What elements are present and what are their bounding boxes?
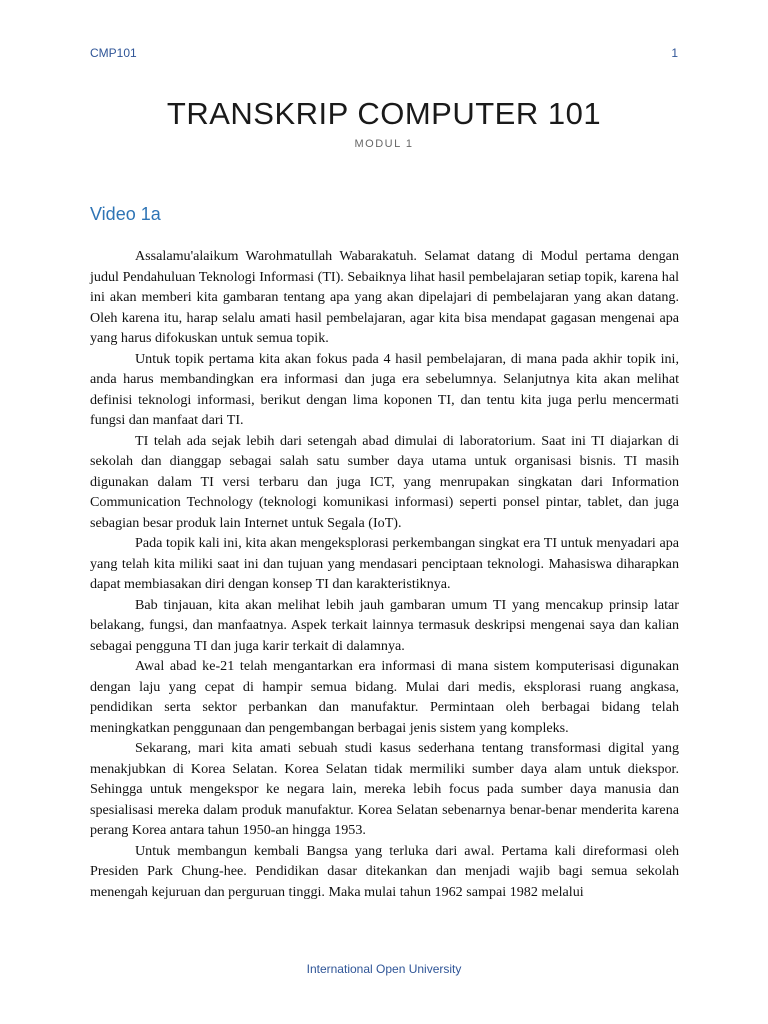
page-number: 1 bbox=[671, 46, 678, 60]
running-header-course-code: CMP101 bbox=[90, 46, 137, 60]
page-footer: International Open University bbox=[306, 962, 462, 976]
document-title: TRANSKRIP COMPUTER 101 bbox=[166, 96, 602, 131]
transcript-body bbox=[90, 246, 679, 902]
paragraph: Pada topik kali ini, kita akan mengeksplorasi perkembangan singkat era TI untuk menyadari apa yang telah kita miliki saat ini dan tujuan yang mendasari penciptaan teknologi. Mahasiswa diharapkan dapat membiasakan diri dengan konsep TI dan karakteristiknya. bbox=[90, 535, 679, 592]
paragraph: Untuk membangun kembali Bangsa yang terluka dari awal. Pertama kali direformasi oleh Presiden Park Chung-hee. Pendidikan dasar ditekankan dan menjadi wajib bagi semua sekolah menengah kejuruan dan perguruan tinggi. Maka mulai tahun 1962 sampai 1982 melalui bbox=[90, 842, 679, 900]
paragraph: Sekarang, mari kita amati sebuah studi kasus sederhana tentang transformasi digital yang menakjubkan di Korea Selatan. Korea Selatan tidak mermiliki sumber daya alam untuk diekspor. Sehingga untuk mengekspor ke negara lain, mereka lebih focus pada sumber daya manusia dan spesialisasi mereka dalam produk manufaktur. Korea Selatan sebenarnya benar-benar menderita karena perang Korea antara tahun 1950-an hingga 1953. bbox=[90, 740, 679, 838]
section-heading: Video 1a bbox=[90, 204, 161, 224]
paragraph: Untuk topik pertama kita akan fokus pada 4 hasil pembelajaran, di mana pada akhir topik ini, anda harus membandingkan era informasi dan juga era sebelumnya. Selanjutnya kita akan melihat definisi teknologi informasi, berikut dengan lima koponen TI, dan tentu kita juga perlu mencermati fungsi dan manfaat dari TI. bbox=[90, 350, 679, 428]
document-subtitle: MODUL 1 bbox=[354, 138, 414, 150]
paragraph: Awal abad ke-21 telah mengantarkan era informasi di mana sistem komputerisasi digunakan dengan laju yang cepat di hampir semua bidang. Mulai dari medis, eksplorasi ruang angkasa, pendidikan serta sektor perbankan dan manufaktur. Permintaan oleh berbagai bidang telah meningkatkan penggunaan dan pengembangan berbagai jenis sistem yang kompleks. bbox=[90, 658, 679, 736]
paragraph: Bab tinjauan, kita akan melihat lebih jauh gambaran umum TI yang mencakup prinsip latar belakang, fungsi, dan manfaatnya. Aspek terkait lainnya termasuk deskripsi mengenai saya dan kalian sebagai pengguna TI dan juga karir terkait di dalamnya. bbox=[90, 596, 679, 654]
paragraph: TI telah ada sejak lebih dari setengah abad dimulai di laboratorium. Saat ini TI diajarkan di sekolah dan dianggap sebagai salah satu sumber daya utama untuk organisasi bisnis. TI masih digunakan dalam TI versi terbaru dan juga ICT, yang menrupakan singkatan dari Information Communication Technology (teknologi komunikasi informasi) seperti ponsel pintar, tablet, dan juga sebagian besar produk lain Internet untuk Segala (IoT). bbox=[90, 432, 679, 531]
paragraph: Assalamu'alaikum Warohmatullah Wabarakatuh. Selamat datang di Modul pertama dengan judul Pendahuluan Teknologi Informasi (TI). Sebaiknya lihat hasil pembelajaran setiap topik, karena hal ini akan memberi kita gambaran tentang apa yang akan dipelajari di pembelajaran yang akan datang. Oleh karena itu, harap selalu amati hasil pembelajaran, agar kita bisa mendapat gagasan mengenai apa yang harus difokuskan untuk semua topik. bbox=[90, 248, 679, 346]
